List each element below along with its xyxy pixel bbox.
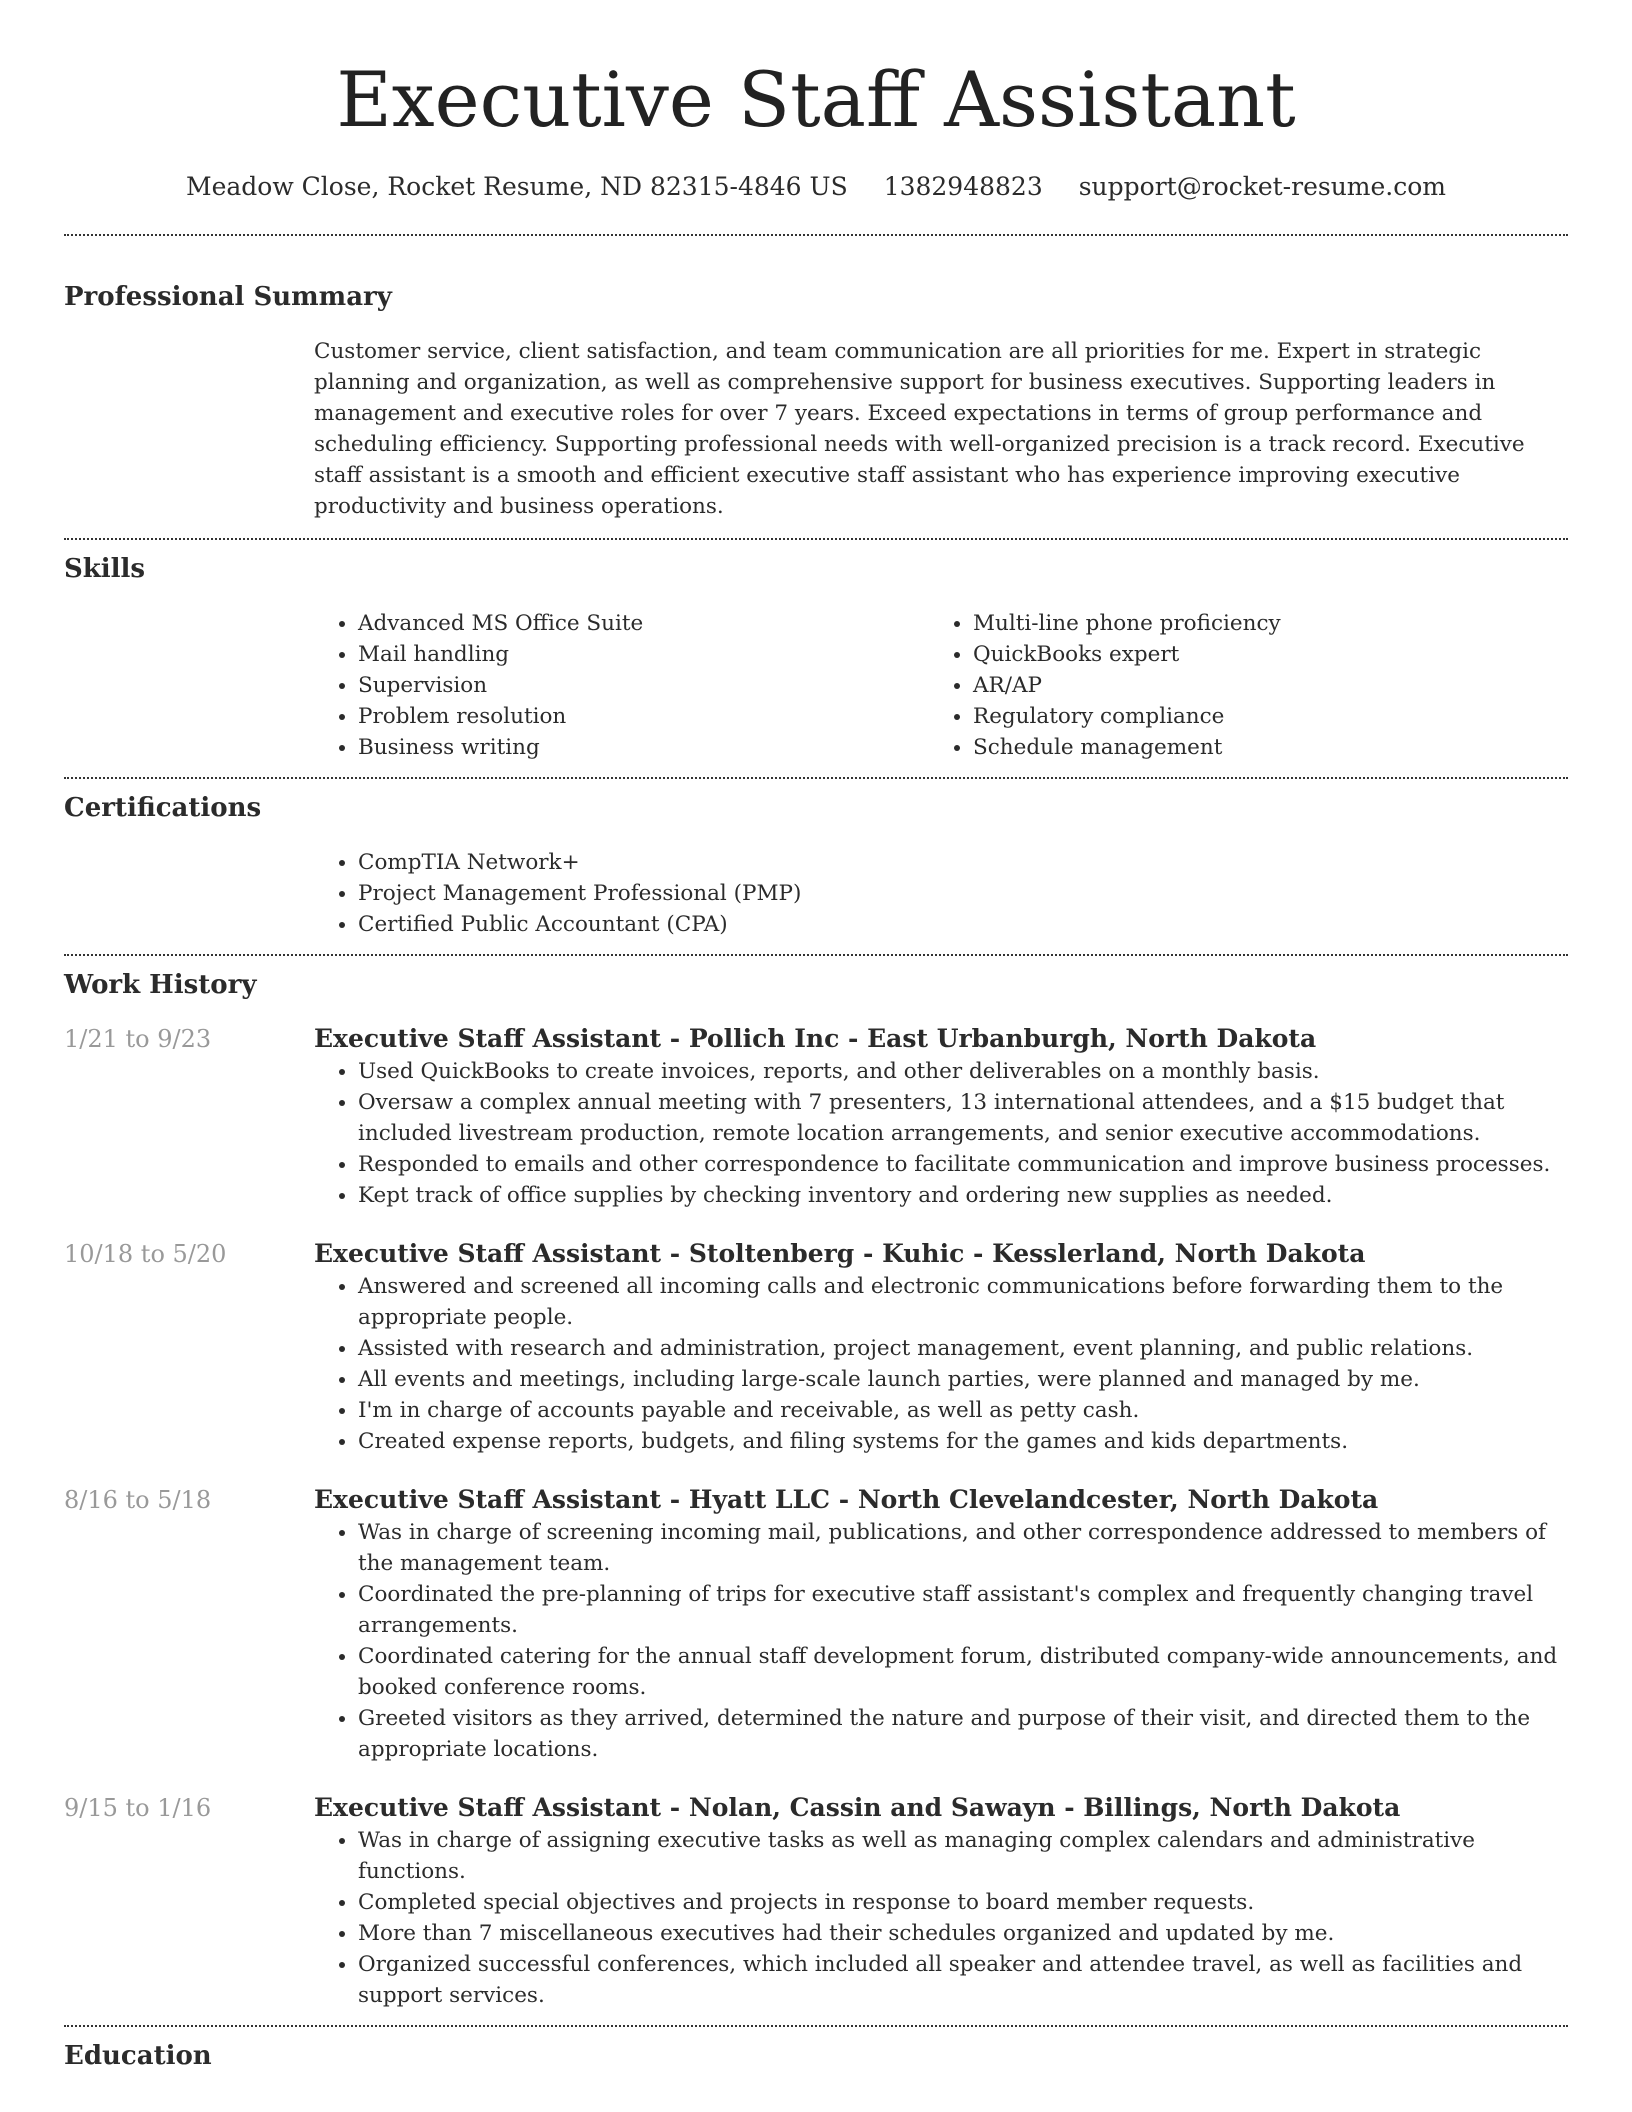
- skill-item: • Problem resolution: [358, 701, 929, 732]
- skill-item: • Regulatory compliance: [973, 701, 1544, 732]
- job-entry: [64, 1791, 1568, 2011]
- job-bullets: [314, 1825, 1568, 2011]
- skill-item: • Mail handling: [358, 639, 929, 670]
- section-divider: [64, 2025, 1568, 2027]
- job-bullet: • Used QuickBooks to create invoices, reports, and other deliverables on a monthly basis.: [358, 1056, 1568, 1087]
- contact-phone: 1382948823: [883, 172, 1043, 201]
- summary-text: Customer service, client satisfaction, and team communication are all priorities for me. Expert in strategic planning and organization, as well as comprehensive support for business executives. Supporting leaders in management and executive roles for over 7 years. Exceed expectations in terms of group performance and scheduling efficiency. Supporting professional needs with well-organized precision is a track record. Executive staff assistant is a smooth and efficient executive staff assistant who has experience improving executive productivity and business operations.: [314, 339, 1525, 519]
- job-bullet: • Was in charge of screening incoming mail, publications, and other correspondence addressed to members of the management team.: [358, 1517, 1568, 1579]
- job-bullet: • Responded to emails and other correspondence to facilitate communication and improve business processes.: [358, 1149, 1568, 1180]
- certifications-list: [314, 847, 1568, 940]
- job-bullet: • Coordinated catering for the annual staff development forum, distributed company-wide announcements, and booked conference rooms.: [358, 1641, 1568, 1703]
- skill-item: • QuickBooks expert: [973, 639, 1544, 670]
- skills-columns: [314, 608, 1568, 763]
- section-divider: [64, 234, 1568, 236]
- job-body: [314, 1791, 1568, 2011]
- certification-item: • Project Management Professional (PMP): [358, 878, 1568, 909]
- job-bullet: • Answered and screened all incoming calls and electronic communications before forwarding them to the appropriate people.: [358, 1271, 1568, 1333]
- skills-column-right: [929, 608, 1544, 763]
- skill-item: • Supervision: [358, 670, 929, 701]
- resume-name: Executive Staff Assistant: [336, 55, 1296, 144]
- certifications-title: Certifications: [64, 793, 262, 823]
- skills-column-left: [314, 608, 929, 763]
- job-date: 10/18 to 5/20: [64, 1240, 227, 1268]
- job-bullet: • Kept track of office supplies by checking inventory and ordering new supplies as needed.: [358, 1180, 1568, 1211]
- summary-section: [64, 280, 1568, 522]
- job-title: Executive Staff Assistant - Stoltenberg - Kuhic - Kesslerland, North Dakota: [314, 1239, 1366, 1268]
- job-bullet: • Was in charge of assigning executive tasks as well as managing complex calendars and administrative functions.: [358, 1825, 1568, 1887]
- job-entry: [64, 1483, 1568, 1765]
- job-bullet: • Coordinated the pre-planning of trips for executive staff assistant's complex and frequently changing travel arrangements.: [358, 1579, 1568, 1641]
- certification-item: • Certified Public Accountant (CPA): [358, 909, 1568, 940]
- job-entry: [64, 1022, 1568, 1211]
- skill-item: • Business writing: [358, 732, 929, 763]
- job-title: Executive Staff Assistant - Hyatt LLC - North Clevelandcester, North Dakota: [314, 1485, 1379, 1514]
- section-divider: [64, 538, 1568, 540]
- education-title: Education: [64, 2041, 212, 2071]
- job-bullet: • Assisted with research and administration, project management, event planning, and public relations.: [358, 1333, 1568, 1364]
- work-history-title: Work History: [64, 970, 257, 1000]
- skill-item: • AR/AP: [973, 670, 1544, 701]
- education-section: [64, 2039, 1568, 2073]
- job-body: [314, 1022, 1568, 1211]
- contact-address: Meadow Close, Rocket Resume, ND 82315-4846 US: [185, 172, 848, 201]
- job-entry: [64, 1237, 1568, 1457]
- certification-item: • CompTIA Network+: [358, 847, 1568, 878]
- job-date: 8/16 to 5/18: [64, 1486, 212, 1514]
- job-body: [314, 1483, 1568, 1765]
- job-bullet: • Greeted visitors as they arrived, determined the nature and purpose of their visit, and directed them to the appropriate locations.: [358, 1703, 1568, 1765]
- job-bullet: • I'm in charge of accounts payable and receivable, as well as petty cash.: [358, 1395, 1568, 1426]
- work-history-section: [64, 968, 1568, 2011]
- skill-item: • Multi-line phone proficiency: [973, 608, 1544, 639]
- job-bullet: • Completed special objectives and projects in response to board member requests.: [358, 1887, 1568, 1918]
- skills-title: Skills: [64, 554, 146, 584]
- job-bullet: • Organized successful conferences, which included all speaker and attendee travel, as well as facilities and support services.: [358, 1949, 1568, 2011]
- job-bullet: • More than 7 miscellaneous executives had their schedules organized and updated by me.: [358, 1918, 1568, 1949]
- job-bullets: [314, 1271, 1568, 1457]
- job-date: 1/21 to 9/23: [64, 1025, 212, 1053]
- skill-item: • Advanced MS Office Suite: [358, 608, 929, 639]
- job-bullet: • Created expense reports, budgets, and filing systems for the games and kids departments.: [358, 1426, 1568, 1457]
- job-date: 9/15 to 1/16: [64, 1794, 212, 1822]
- job-title: Executive Staff Assistant - Nolan, Cassin and Sawayn - Billings, North Dakota: [314, 1793, 1401, 1822]
- contact-email: support@rocket-resume.com: [1078, 172, 1447, 201]
- summary-title: Professional Summary: [64, 282, 392, 312]
- job-title: Executive Staff Assistant - Pollich Inc - East Urbanburgh, North Dakota: [314, 1024, 1317, 1053]
- job-bullets: [314, 1517, 1568, 1765]
- contact-line: [64, 170, 1568, 204]
- section-divider: [64, 777, 1568, 779]
- job-bullet: • All events and meetings, including large-scale launch parties, were planned and managed by me.: [358, 1364, 1568, 1395]
- skill-item: • Schedule management: [973, 732, 1544, 763]
- job-bullets: [314, 1056, 1568, 1211]
- section-divider: [64, 954, 1568, 956]
- job-bullet: • Oversaw a complex annual meeting with 7 presenters, 13 international attendees, and a $15 budget that included livestream production, remote location arrangements, and senior executive accommodations.: [358, 1087, 1568, 1149]
- certifications-section: [64, 791, 1568, 940]
- job-body: [314, 1237, 1568, 1457]
- skills-section: [64, 552, 1568, 763]
